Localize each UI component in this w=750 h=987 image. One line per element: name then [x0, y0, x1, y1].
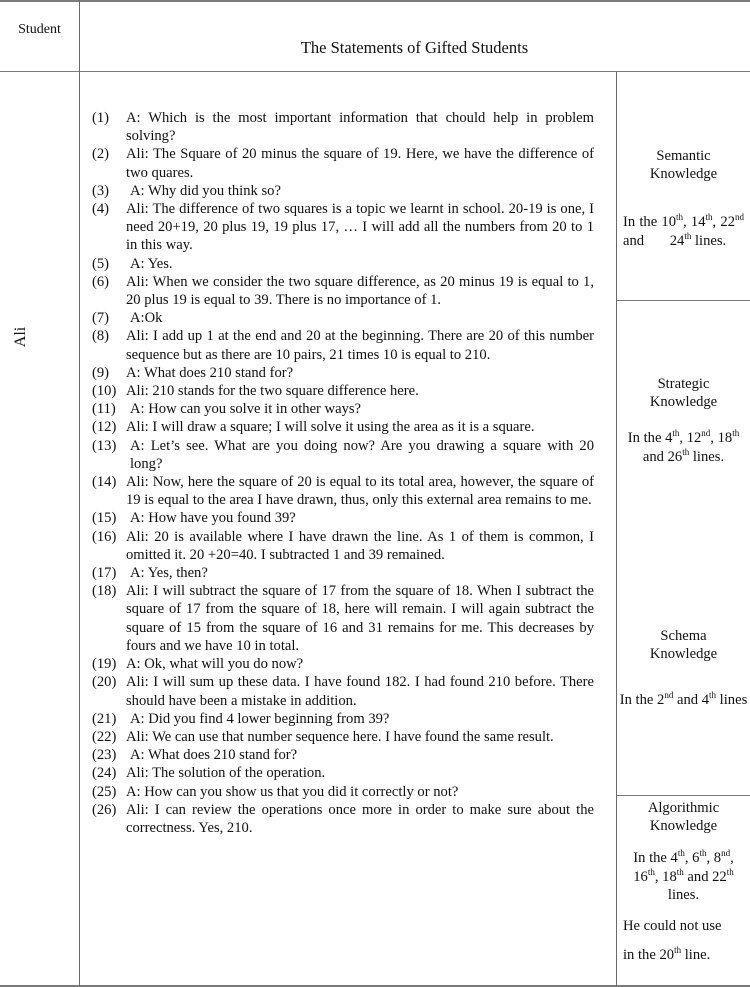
- category-note: [617, 912, 750, 970]
- line-text: Ali: The Square of 20 minus the square of 19. Here, we have the difference of two quares.: [126, 146, 594, 181]
- category-title-line: Knowledge: [649, 646, 718, 663]
- text: In the 2: [619, 692, 665, 709]
- note-line: [623, 941, 744, 970]
- dialogue-line: [92, 655, 594, 673]
- dialogue-line: [92, 200, 594, 255]
- dialogue-line: [92, 182, 594, 200]
- ordinal: th: [726, 866, 734, 877]
- text: lines.: [667, 886, 700, 903]
- category-title: [617, 627, 750, 663]
- category-title: [617, 147, 750, 183]
- ordinal: th: [682, 446, 690, 457]
- category-lines: [617, 849, 750, 904]
- dialogue-line: [92, 564, 594, 582]
- line-text: A: Did you find 4 lower beginning from 39?: [130, 710, 390, 727]
- text: in the 20: [623, 947, 675, 964]
- text: In the 4: [627, 430, 673, 447]
- line-number: (19): [92, 656, 117, 673]
- line-text: A: What does 210 stand for?: [126, 364, 294, 381]
- line-text: Ali: We can use that number sequence here. I have found the same result.: [126, 728, 554, 745]
- line-text: Ali: When we consider the two square difference, as 20 minus 19 is equal to 1, 20 plus 19 is equal to 39. There is no importance of 1.: [126, 273, 594, 309]
- dialogue-line: [92, 473, 594, 509]
- line-text: A: Yes, then?: [130, 565, 208, 582]
- dialogue-line: [92, 783, 594, 801]
- ordinal: th: [676, 866, 684, 877]
- text: , 6: [684, 850, 700, 867]
- ordinal: th: [684, 230, 692, 241]
- category-title-line: Semantic: [656, 148, 711, 164]
- category-schema: [617, 627, 750, 710]
- category-title: [617, 799, 750, 835]
- line-number: (10): [92, 383, 117, 400]
- dialogue-line: [92, 400, 594, 418]
- ordinal: th: [672, 428, 680, 439]
- line-number: (2): [92, 146, 110, 163]
- category-divider-2: [617, 795, 750, 796]
- header-bottom-border: [0, 71, 750, 72]
- dialogue-line: [92, 764, 594, 782]
- text: , 8: [706, 850, 722, 867]
- line-text: A: Ok, what will you do now?: [126, 656, 304, 673]
- dialogue-line: [92, 582, 594, 655]
- dialogue-line: [92, 109, 594, 145]
- line-number: (7): [92, 310, 110, 327]
- ordinal: nd: [664, 690, 674, 701]
- line-number: (3): [92, 182, 110, 199]
- dialogue-list: [92, 109, 594, 837]
- line-number: (9): [92, 364, 110, 381]
- line-number: (16): [92, 528, 117, 545]
- line-text: A: Yes.: [130, 255, 173, 272]
- dialogue-line: [92, 528, 594, 564]
- category-lines: [617, 429, 750, 465]
- line-number: (25): [92, 783, 117, 800]
- student-name: Ali: [12, 326, 29, 348]
- line-text: A: What does 210 stand for?: [130, 747, 298, 764]
- header-student: Student: [18, 22, 61, 37]
- text: lines.: [691, 232, 727, 249]
- line-number: (8): [92, 328, 110, 345]
- category-title-line: Schema: [660, 628, 707, 644]
- text: and 22: [683, 868, 727, 885]
- text: lines.: [689, 448, 725, 465]
- line-text: Ali: I will sum up these data. I have found 182. I had found 210 before. There should have been a mistake in addition.: [126, 674, 594, 709]
- category-lines: [617, 691, 750, 709]
- line-number: (17): [92, 565, 117, 582]
- line-text: A: Let’s see. What are you doing now? Are you drawing a square with 20 long?: [130, 437, 594, 472]
- category-title-line: Knowledge: [649, 818, 718, 835]
- dialogue-line: [92, 509, 594, 527]
- line-number: (18): [92, 583, 117, 600]
- line-text: Ali: I will subtract the square of 17 from the square of 18. When I subtract the square of 17 from the square of 18, here will remain. I will again subtract the square of 15 from the square of 16 and 31 remains for me. This decreases by fours and we have 10 in total.: [126, 583, 594, 654]
- line-text: A: How can you show us that you did it correctly or not?: [126, 783, 459, 800]
- category-title-line: Strategic: [657, 376, 710, 392]
- category-algorithmic: [617, 799, 750, 970]
- line-number: (22): [92, 728, 117, 745]
- line-number: (15): [92, 510, 117, 527]
- dialogue-line: [92, 364, 594, 382]
- note-line: He could not use: [623, 918, 722, 935]
- dialogue-line: [92, 145, 594, 181]
- category-title-line: Knowledge: [649, 394, 718, 411]
- text: , 14: [683, 214, 706, 231]
- line-number: (21): [92, 710, 117, 727]
- line-text: Ali: Now, here the square of 20 is equal to its total area, however, the square of 19 is equal to the area I have drawn, thus, only this external area remains to me.: [126, 474, 594, 509]
- dialogue-line: [92, 418, 594, 436]
- line-text: A: How have you found 39?: [130, 510, 296, 527]
- line-text: Ali: The solution of the operation.: [126, 765, 326, 782]
- text: , 12: [679, 430, 702, 447]
- category-lines: [617, 213, 750, 249]
- dialogue-line: [92, 728, 594, 746]
- line-number: (24): [92, 765, 117, 782]
- ordinal: nd: [701, 428, 711, 439]
- dialogue-line: [92, 801, 594, 837]
- text: , 22: [712, 214, 735, 231]
- text: , 16: [633, 850, 734, 885]
- text: line.: [681, 947, 711, 964]
- dialogue-line: [92, 710, 594, 728]
- line-text: A: How can you solve it in other ways?: [130, 401, 362, 418]
- category-title-line: Algorithmic: [647, 800, 720, 816]
- text: In the 10: [623, 214, 677, 231]
- line-number: (4): [92, 201, 110, 218]
- category-divider-1: [617, 300, 750, 301]
- ordinal: th: [674, 945, 682, 956]
- dialogue-line: [92, 437, 594, 473]
- line-text: A:Ok: [130, 310, 163, 327]
- line-number: (20): [92, 674, 117, 691]
- line-number: (23): [92, 747, 117, 764]
- category-strategic: [617, 375, 750, 466]
- category-title: [617, 375, 750, 411]
- ordinal: th: [709, 690, 717, 701]
- header-statements: The Statements of Gifted Students: [300, 38, 529, 57]
- ordinal: th: [676, 212, 684, 223]
- dialogue-line: [92, 309, 594, 327]
- text: and 4: [673, 692, 710, 709]
- line-text: A: Which is the most important information that chould help in problem solving?: [126, 110, 594, 145]
- category-title-line: Knowledge: [649, 166, 718, 183]
- text: and 26: [642, 448, 683, 465]
- line-text: Ali: I will draw a square; I will solve it using the area as it is a square.: [126, 419, 535, 436]
- dialogue-line: [92, 273, 594, 309]
- student-column-divider: [79, 0, 80, 987]
- ordinal: th: [732, 428, 740, 439]
- line-text: Ali: 20 is available where I have drawn the line. As 1 of them is common, I omitted it. 20 +20=40. I subtracted 1 and 39 remained.: [126, 528, 594, 563]
- table-top-border: [0, 0, 750, 2]
- line-text: Ali: The difference of two squares is a topic we learnt in school. 20-19 is one, I need 20+19, 20 plus 19, 19 plus 17, … I will add all the numbers from 20 to 1 in this way.: [126, 201, 594, 254]
- text: , 18: [654, 868, 677, 885]
- ordinal: th: [677, 848, 685, 859]
- line-number: (14): [92, 474, 117, 491]
- line-text: Ali: I can review the operations once more in order to make sure about the correctness. Yes, 210.: [126, 801, 594, 836]
- line-number: (5): [92, 255, 110, 272]
- line-number: (1): [92, 110, 110, 126]
- text: lines: [716, 692, 748, 709]
- dialogue-line: [92, 673, 594, 709]
- line-number: (13): [92, 437, 117, 454]
- text: and 24: [623, 232, 685, 249]
- ordinal: nd: [721, 848, 731, 859]
- line-number: (11): [92, 401, 116, 418]
- line-number: (12): [92, 419, 117, 436]
- line-text: A: Why did you think so?: [130, 182, 281, 199]
- dialogue-line: [92, 746, 594, 764]
- line-number: (6): [92, 273, 110, 290]
- line-text: Ali: 210 stands for the two square difference here.: [126, 383, 419, 400]
- line-number: (26): [92, 801, 117, 818]
- line-text: Ali: I add up 1 at the end and 20 at the beginning. There are 20 of this number sequence but as there are 10 pairs, 21 times 10 is equal to 210.: [126, 328, 594, 363]
- text: In the 4: [633, 850, 678, 867]
- ordinal: th: [699, 848, 707, 859]
- category-semantic: [617, 147, 750, 250]
- ordinal: nd: [735, 212, 744, 223]
- ordinal: th: [647, 866, 655, 877]
- text: , 18: [710, 430, 733, 447]
- dialogue-line: [92, 382, 594, 400]
- dialogue-line: [92, 327, 594, 363]
- dialogue-line: [92, 255, 594, 273]
- ordinal: th: [705, 212, 713, 223]
